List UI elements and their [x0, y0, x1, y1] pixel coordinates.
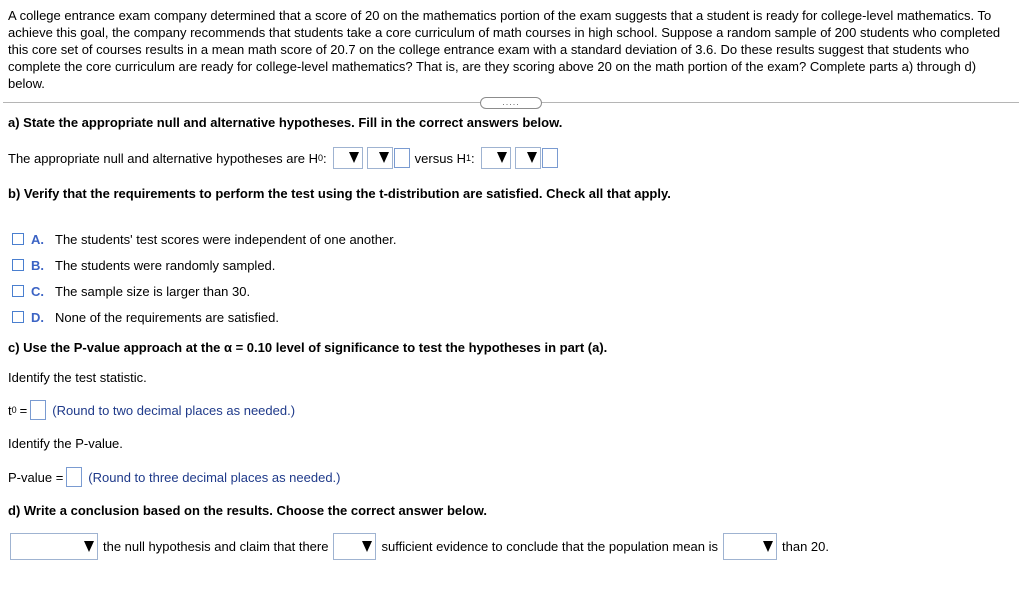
part-b-prompt [8, 186, 671, 201]
t0-row [8, 399, 295, 421]
t0-hint: (Round to two decimal places as needed.) [52, 402, 296, 418]
part-c-prompt [8, 340, 607, 355]
option-d-letter: D. [31, 309, 44, 325]
h1-value-input[interactable] [542, 148, 558, 168]
h0-subscript: 0 [318, 153, 324, 163]
h1-parameter-dropdown[interactable] [481, 147, 511, 169]
direction-dropdown[interactable] [723, 533, 777, 560]
part-d-prompt [8, 503, 487, 518]
option-b[interactable] [12, 252, 396, 278]
requirements-list [12, 226, 396, 330]
chevron-down-icon [527, 152, 537, 163]
option-c-text: The sample size is larger than 30. [55, 283, 251, 299]
chevron-down-icon [763, 541, 773, 552]
conclusion-text-2: sufficient evidence to conclude that the population mean is [381, 538, 719, 554]
h1-subscript: 1 [465, 153, 471, 163]
chevron-down-icon [362, 541, 372, 552]
option-a-checkbox[interactable] [12, 233, 24, 245]
hypotheses-row [8, 147, 558, 169]
option-c-checkbox[interactable] [12, 285, 24, 297]
option-c[interactable] [12, 278, 396, 304]
part-b-prompt-text: b) Verify that the requirements to perform the test using the t-distribution are satisfied. Check all that apply. [8, 186, 671, 201]
conclusion-text-1: the null hypothesis and claim that there [103, 538, 329, 554]
part-a-prompt [8, 115, 562, 130]
h0-value-input[interactable] [394, 148, 410, 168]
p-value-row [8, 466, 341, 488]
option-d-text: None of the requirements are satisfied. [55, 309, 280, 325]
t0-input[interactable] [30, 400, 46, 420]
h1-operator-dropdown[interactable] [515, 147, 541, 169]
chevron-down-icon [349, 152, 359, 163]
option-b-checkbox[interactable] [12, 259, 24, 271]
chevron-down-icon [497, 152, 507, 163]
option-b-letter: B. [31, 257, 44, 273]
conclusion-row [10, 532, 829, 560]
t0-label: t [8, 402, 12, 418]
option-c-letter: C. [31, 283, 44, 299]
identify-stat-label: Identify the test statistic. [8, 370, 147, 385]
versus-label: versus H [414, 150, 466, 166]
part-d-prompt-text: d) Write a conclusion based on the results. Choose the correct answer below. [8, 503, 487, 518]
chevron-down-icon [84, 541, 94, 552]
chevron-down-icon [379, 152, 389, 163]
h0-operator-dropdown[interactable] [367, 147, 393, 169]
conclusion-text-3: than 20. [782, 538, 830, 554]
h0-parameter-dropdown[interactable] [333, 147, 363, 169]
t0-equals: = [19, 402, 28, 418]
p-value-hint: (Round to three decimal places as needed.) [88, 469, 341, 485]
identify-p-label: Identify the P-value. [8, 436, 123, 451]
p-value-input[interactable] [66, 467, 82, 487]
problem-statement: A college entrance exam company determined that a score of 20 on the mathematics portion of the exam suggests that a student is ready for college-level mathematics. To achieve this goal, the company recommends that students take a core curriculum of math courses in high school. Suppose a random sample of 200 students who completed this core set of courses results in a mean math score of 20.7 on the college entrance exam with a standard deviation of 3.6. Do these results suggest that students who complete the core curriculum are ready for college-level mathematics? That is, are they scoring above 20 on the math portion of the exam? Complete parts a) through d) below. [8, 8, 1001, 91]
part-a-prompt-text: a) State the appropriate null and alternative hypotheses. Fill in the correct answers below. [8, 115, 563, 130]
p-value-label: P-value = [8, 469, 64, 485]
option-d-checkbox[interactable] [12, 311, 24, 323]
h0-colon: : [323, 150, 327, 166]
h1-colon: : [470, 150, 475, 166]
option-d[interactable] [12, 304, 396, 330]
option-a-letter: A. [31, 231, 44, 247]
option-a[interactable] [12, 226, 396, 252]
option-a-text: The students' test scores were independent of one another. [55, 231, 397, 247]
t0-subscript: 0 [11, 405, 17, 415]
evidence-dropdown[interactable] [333, 533, 376, 560]
hypotheses-lead: The appropriate null and alternative hypotheses are H [8, 150, 319, 166]
expand-button[interactable]: ..... [480, 97, 542, 109]
reject-decision-dropdown[interactable] [10, 533, 98, 560]
option-b-text: The students were randomly sampled. [55, 257, 276, 273]
part-c-prompt-text: c) Use the P-value approach at the α = 0.10 level of significance to test the hypotheses in part (a). [8, 340, 608, 355]
